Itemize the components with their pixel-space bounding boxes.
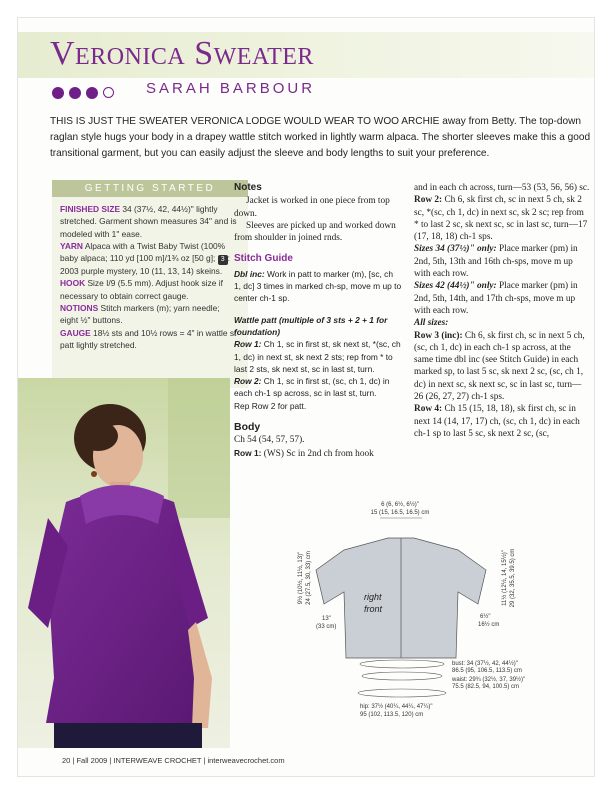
- waist-cm: 75.5 (82.5, 94, 100.5) cm: [452, 684, 520, 690]
- schematic-length-cm: (33 cm): [316, 624, 337, 630]
- schematic-top-measure: 6 (6, 6½, 6½)": [381, 502, 419, 508]
- notes-paragraph: Jacket is worked in one piece from top down.: [234, 196, 390, 219]
- waist-ellipse: [362, 672, 442, 680]
- schematic-left-cm: 24 (27.5, 30, 33) cm: [306, 551, 312, 605]
- schematic-left-measure: 9½ (10½, 11½, 13)": [298, 551, 304, 605]
- intro-paragraph: THIS IS JUST THE SWEATER VERONICA LODGE WOULD WEAR TO WOO ARCHIE away from Betty. The top-down raglan style hugs your body in a drapey wattle stitch worked in lightly warm alpaca. The shorter sleeves make this a good transitional garment, but you can easily adjust the sleeve and body lengths to suit your preference.: [50, 116, 591, 159]
- instruction-paragraph: and in each ch across, turn—53 (53, 56, 56) sc.: [414, 183, 590, 193]
- body-heading: Body: [234, 421, 261, 434]
- schematic-label-right: right: [364, 592, 382, 602]
- rating-dot-filled: [69, 87, 81, 99]
- schematic-right-measure: 11½ (12½, 14, 15½)": [502, 550, 508, 606]
- notes-paragraph: Sleeves are picked up and worked down from shoulder in joined rnds.: [234, 220, 396, 244]
- getting-started-header: GETTING STARTED: [52, 180, 248, 197]
- bust-ellipse: [360, 660, 444, 668]
- rating-dot-filled: [86, 87, 98, 99]
- dbl-inc-instruction: Dbl inc: Work in patt to marker (m), [sc, ch 1, dc] 3 times in marked ch-sp, move m up to center ch-1 sp.: [234, 268, 402, 304]
- body-row-1: Row 1: (WS) Sc in 2nd ch from hook: [234, 447, 374, 459]
- schematic-label-front: front: [364, 604, 383, 614]
- wattle-repeat: Rep Row 2 for patt.: [234, 400, 307, 411]
- magazine-page: [18, 18, 594, 776]
- wattle-row-2: Row 2: Ch 1, sc in first st, (sc, ch 1, dc) in each ch-1 sp across, sc in last st, turn.: [234, 376, 390, 399]
- wattle-heading: Wattle patt (multiple of 3 sts + 2 + 1 for foundation): [234, 314, 388, 337]
- model-photo: [18, 378, 230, 748]
- all-sizes-heading: All sizes:: [414, 318, 449, 329]
- gauge-info: GAUGE 18½ sts and 10½ rows = 4" in wattle st patt lightly stretched.: [60, 327, 237, 350]
- body-chain: Ch 54 (54, 57, 57).: [234, 435, 305, 446]
- sizes-34-instruction: Sizes 34 (37½)" only: Place marker (pm) in 2nd, 5th, 13th and 16th ch-sps, move m up with each row.: [414, 244, 578, 280]
- difficulty-rating: [52, 82, 119, 96]
- hook-info: HOOK Size I/9 (5.5 mm). Adjust hook size if necessary to obtain correct gauge.: [60, 278, 223, 301]
- schematic-length-measure: 13": [322, 616, 331, 622]
- getting-started-box: [52, 180, 248, 388]
- garment-schematic: [280, 500, 540, 730]
- wattle-row-1: Row 1: Ch 1, sc in first st, sk next st, *(sc, ch 1, dc) in next st, sk next 2 sts; rep from * to last 2 sts, sk next st, sc in last st, turn.: [234, 339, 401, 374]
- body-row-4: Row 4: Ch 15 (15, 18, 18), sk first ch, sc in next 14 (14, 17, 17) ch, (sc, ch 1, dc) in each ch-1 sp to last 5 sc, sk next 2 sc, (sc,: [414, 404, 580, 439]
- notions-info: NOTIONS Stitch markers (m); yarn needle; eight ½" buttons.: [60, 303, 220, 326]
- getting-started-body: [52, 197, 248, 351]
- schematic-top-cm: 15 (15, 16.5, 16.5) cm: [370, 510, 430, 516]
- schematic-sleeve-measure: 6½": [480, 614, 491, 620]
- rating-dot-empty: [103, 87, 114, 98]
- yarn-weight-badge: 3: [218, 255, 228, 265]
- sizes-42-instruction: Sizes 42 (44½)" only: Place marker (pm) in 2nd, 5th, 14th, and 17th ch-sps, move m up with each row.: [414, 281, 578, 316]
- bust-measure: bust: 34 (37½, 42, 44½)": [452, 661, 518, 667]
- instructions-column: [414, 182, 590, 440]
- waist-measure: waist: 29¾ (32½, 37, 39½)": [452, 677, 526, 683]
- hip-ellipse: [358, 689, 446, 697]
- finished-size: FINISHED SIZE 34 (37½, 42, 44½)" lightly stretched. Garment shown measures 34" and is modeled with 1" ease.: [60, 204, 237, 239]
- schematic-sleeve-cm: 16½ cm: [478, 622, 500, 628]
- body-row-3: Row 3 (inc): Ch 6, sk first ch, sc in next 5 ch, (sc, ch 1, dc) in each ch-1 sp across, at the same time dbl inc (see Stitch Guide) in each marked sp, to last 5 sc, sk next 2 sc, (sc, ch 1, dc) in next sc, sk next sc, sc in last sc, turn—26 (26, 27, 27) ch-1 sps.: [414, 330, 585, 403]
- hip-cm: 95 (102, 113.5, 120) cm: [360, 712, 424, 718]
- rating-dot-filled: [52, 87, 64, 99]
- author-name: SARAH BARBOUR: [146, 80, 316, 97]
- bust-cm: 86.5 (95, 106.5, 113.5) cm: [452, 668, 522, 674]
- notes-heading: Notes: [234, 182, 262, 193]
- hip-measure: hip: 37½ (40¼, 44¼, 47¼)": [360, 704, 433, 710]
- notes-column: [234, 182, 402, 460]
- pattern-title: Veronica Sweater: [50, 35, 314, 72]
- page-footer: 20 | Fall 2009 | INTERWEAVE CROCHET | interweavecrochet.com: [62, 756, 285, 765]
- body-row-2: Row 2: Ch 6, sk first ch, sc in next 5 ch, sk 2 sc, *(sc, ch 1, dc) in next sc, sk 2 sc; rep from * to last 2 sc, sk next sc, sc in last sc, turn—17 (17, 18, 18) ch-1 sps.: [414, 195, 588, 243]
- yarn-info: YARN Alpaca with a Twist Baby Twist (100% baby alpaca; 110 yd [100 m]/1¾ oz [50 g]; 3 : 2003 purple mystery, 10 (11, 13, 14) skeins.: [60, 240, 230, 277]
- model-illustration: [18, 378, 230, 748]
- stitch-guide-heading: Stitch Guide: [234, 253, 293, 265]
- schematic-right-cm: 29 (32, 35.5, 39.5) cm: [510, 548, 516, 608]
